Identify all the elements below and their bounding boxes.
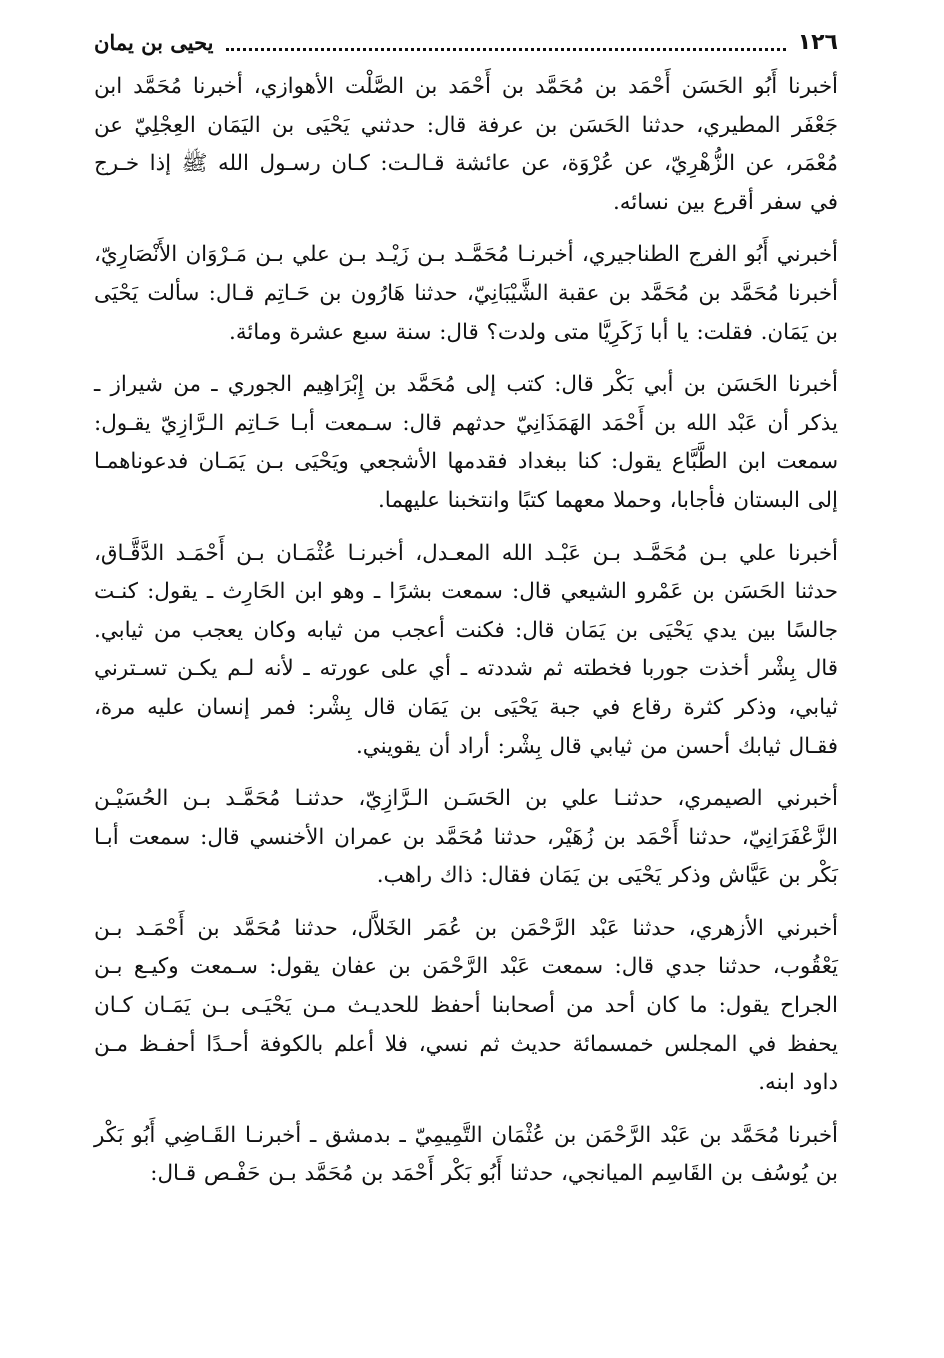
book-page [94,22,838,1338]
paragraph: أخبرني أَبُو الفرج الطناجيري، أخبرنـا مُحَمَّـد بـن زَيْـد بـن علي بـن مَـرْوَان الأَنْصَارِيّ، أخبرنا مُحَمَّد بن مُحَمَّد بن عقبة الشَّيْبَانِيّ، حدثنا هَارُون بن حَـاتِم قـال: سألت يَحْيَى بن يَمَان. فقلت: يا أبا زَكَرِيَّا متى ولدت؟ قال: سنة سبع عشرة ومائة. [94,242,838,345]
paragraph: أخبرنا مُحَمَّد بن عَبْد الرَّحْمَن بن عُثْمَان التَّمِيمِيّ ـ بدمشق ـ أخبرنـا القَـاضِي أَبُو بَكْر بن يُوسُف بن القَاسِم الميانجي، حدثنا أَبُو بَكْر أَحْمَد بن مُحَمَّد بـن حَفْـص قـال: [94,1122,838,1187]
running-title: يحيى بن يمان [94,29,214,55]
page-header [94,22,838,62]
paragraph: أخبرني الصيمري، حدثنـا علي بن الحَسَـن الـرَّازِيّ، حدثنـا مُحَمَّـد بـن الحُسَيْـن الزَّعْفَرَانِيّ، حدثنا أَحْمَد بن زُهَيْر، حدثنا مُحَمَّد بن عمران الأخنسي قال: سمعت أبـا بَكْر بن عَيَّاش وذكر يَحْيَى بن يَمَان فقال: ذاك راهب. [94,786,838,889]
dotted-leader [226,34,786,51]
paragraph: أخبرنا علي بـن مُحَمَّـد بـن عَبْـد الله المعـدل، أخبرنـا عُثْمَـان بـن أَحْمَـد الدَّقَّـاق، حدثنا الحَسَن بن عَمْرو الشيعي قال: سمعت بشرًا ـ وهو ابن الحَارِث ـ يقول: كنـت جالسًا بين يدي يَحْيَى بن يَمَان قال: فكنت أعجب من ثيابه وكان يعجب من ثيابي. قال بِشْر أخذت جوربا فخطته ثم شددته ـ أي على عورته ـ لأنه لـم يكـن تسـترني ثيابي، وذكر كثرة رقاع في جبة يَحْيَى بن يَمَان قال بِشْر: فمر إنسان عليه مرة، فقـال ثيابك أحسن من ثيابي قال بِشْر: أراد أن يقويني. [94,540,838,759]
page-number: ١٢٦ [797,29,838,55]
paragraph: أخبرنا الحَسَن بن أبي بَكْر قال: كتب إلى مُحَمَّد بن إِبْرَاهِيم الجوري ـ من شيراز ـ يذكر أن عَبْد الله بن أَحْمَد الهَمَذَانِيّ حدثهم قال: سـمعت أبـا حَـاتِم الـرَّازِيّ يقـول: سمعت ابن الطَّبَّاع يقول: كنا ببغداد فقدمها الأشجعي ويَحْيَى بـن يَمَـان فدعوناهمـا إلى البستان فأجابا، وحملا معهما كتبًا وانتخبنا عليهما. [94,372,838,513]
paragraph: أخبرني الأزهري، حدثنا عَبْد الرَّحْمَن بن عُمَر الخَلاَّل، حدثنا مُحَمَّد بن أَحْمَـد بـن يَعْقُوب، حدثنا جدي قال: سمعت عَبْد الرَّحْمَن بن عفان يقول: سـمعت وكيـع بـن الجراح يقول: ما كان أحد من أصحابنا أحفظ للحديـث مـن يَحْيَـى بـن يَمَـان كـان يحفظ في المجلس خمسمائة حديث ثم نسي، فلا أعلم بالكوفة أحـدًا أحفـظ مـن داود ابنه. [94,915,838,1096]
page-body [94,68,838,1194]
paragraph: أخبرنا أَبُو الحَسَن أَحْمَد بن مُحَمَّد بن أَحْمَد بن الصَّلْت الأهوازي، أخبرنا مُحَمَّد ابن جَعْفَر المطيري، حدثنا الحَسَن بن عرفة قال: حدثني يَحْيَى بن اليَمَان العِجْلِيّ عن مُعْمَر، عن الزُّهْرِيّ، عن عُرْوَة، عن عائشة قـالـت: كـان رسـول الله ﷺ إذا خـرج في سفر أقرع بين نسائه. [94,74,838,215]
